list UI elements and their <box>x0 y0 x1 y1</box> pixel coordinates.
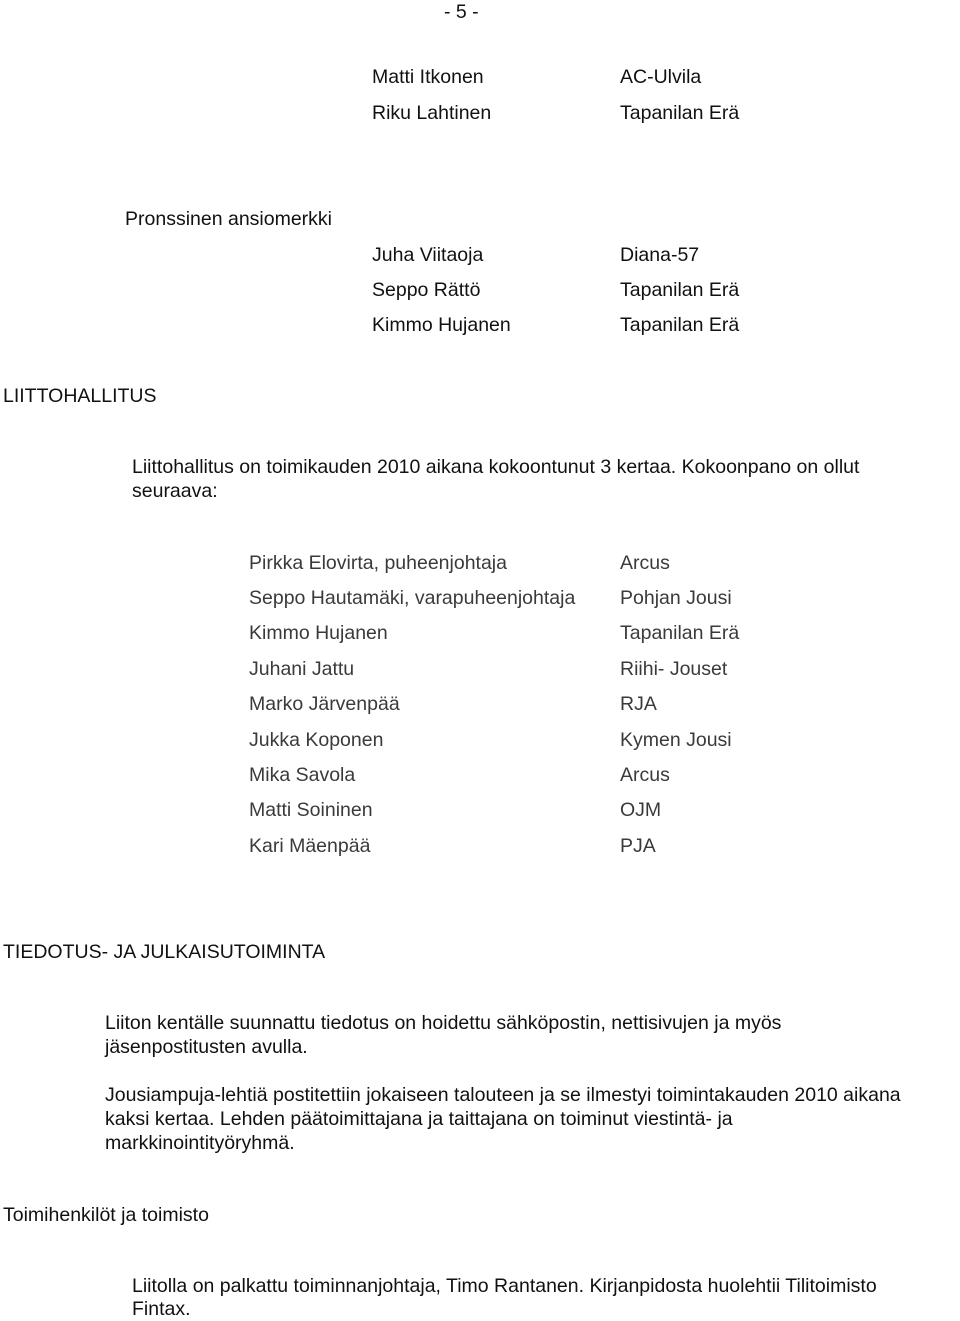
member-name: Kari Mäenpää <box>249 835 371 857</box>
member-club: RJA <box>620 693 657 715</box>
member-name: Pirkka Elovirta, puheenjohtaja <box>249 552 507 574</box>
member-club: Tapanilan Erä <box>620 622 740 644</box>
member-name: Marko Järvenpää <box>249 693 400 715</box>
board-intro-line: Liittohallitus on toimikauden 2010 aikana kokoontunut 3 kertaa. Kokoonpano on ollut <box>132 456 860 478</box>
recipient-club: AC-Ulvila <box>620 66 702 88</box>
recipient-club: Tapanilan Erä <box>620 102 740 124</box>
recipient-name: Matti Itkonen <box>372 66 484 88</box>
member-name: Matti Soininen <box>249 799 373 821</box>
member-name: Seppo Hautamäki, varapuheenjohtaja <box>249 587 576 609</box>
member-name: Juhani Jattu <box>249 658 355 680</box>
member-club: PJA <box>620 835 656 857</box>
member-club: Kymen Jousi <box>620 729 732 751</box>
recipient-name: Riku Lahtinen <box>372 102 492 124</box>
paragraph-line: Jousiampuja-lehtiä postitettiin jokaiseen talouteen ja se ilmestyi toimintakauden 2010 aikana <box>105 1084 901 1106</box>
recipient-name: Kimmo Hujanen <box>372 314 511 336</box>
paragraph-line: jäsenpostitusten avulla. <box>105 1036 308 1058</box>
recipient-name: Juha Viitaoja <box>372 244 484 266</box>
recipient-club: Tapanilan Erä <box>620 279 740 301</box>
communications-heading: TIEDOTUS- JA JULKAISUTOIMINTA <box>3 941 326 963</box>
paragraph-line: Liitolla on palkattu toiminnanjohtaja, Timo Rantanen. Kirjanpidosta huolehtii Tilitoimisto <box>132 1275 877 1297</box>
member-club: Riihi- Jouset <box>620 658 728 680</box>
paragraph-line: markkinointityöryhmä. <box>105 1132 295 1154</box>
paragraph-line: kaksi kertaa. Lehden päätoimittajana ja taittajana on toiminut viestintä- ja <box>105 1108 733 1130</box>
recipient-club: Tapanilan Erä <box>620 314 740 336</box>
member-club: Pohjan Jousi <box>620 587 732 609</box>
member-club: Arcus <box>620 552 670 574</box>
recipient-name: Seppo Rättö <box>372 279 481 301</box>
paragraph-line: Liiton kentälle suunnattu tiedotus on hoidettu sähköpostin, nettisivujen ja myös <box>105 1012 782 1034</box>
member-name: Jukka Koponen <box>249 729 384 751</box>
recipient-club: Diana-57 <box>620 244 700 266</box>
page-number: - 5 - <box>444 1 479 23</box>
member-club: Arcus <box>620 764 670 786</box>
bronze-badge-heading: Pronssinen ansiomerkki <box>125 208 333 230</box>
board-heading: LIITTOHALLITUS <box>3 385 157 407</box>
paragraph-line: Fintax. <box>132 1298 191 1320</box>
staff-heading: Toimihenkilöt ja toimisto <box>3 1204 209 1226</box>
member-name: Mika Savola <box>249 764 356 786</box>
member-club: OJM <box>620 799 662 821</box>
board-intro-line: seuraava: <box>132 480 218 502</box>
member-name: Kimmo Hujanen <box>249 622 388 644</box>
